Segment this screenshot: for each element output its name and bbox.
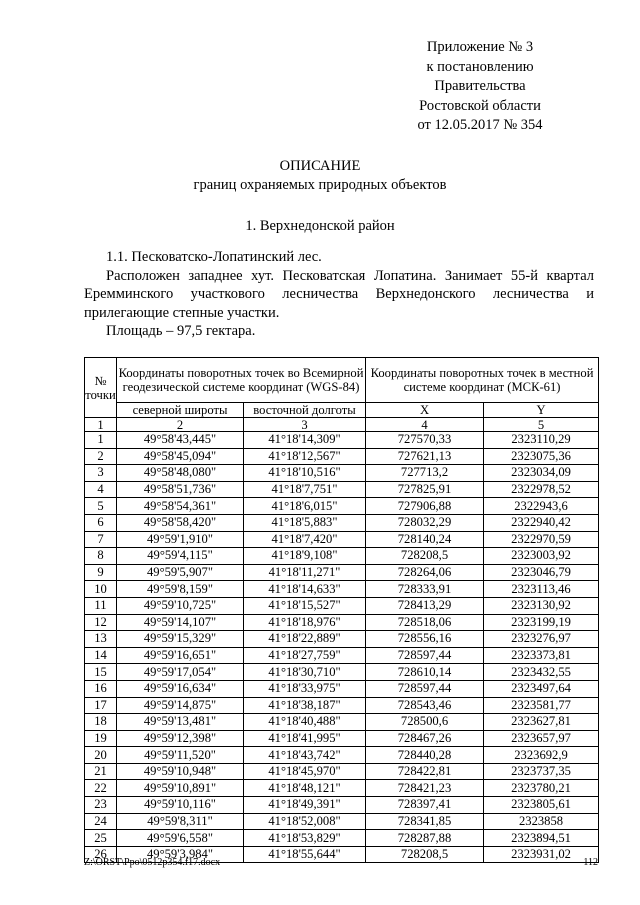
y-cell: 2323627,81 — [484, 714, 599, 731]
body-text — [84, 248, 594, 341]
point-number-cell: 26 — [85, 846, 117, 863]
x-cell: 728556,16 — [366, 631, 484, 648]
location-line-1: Расположен западнее хут. Песковатская Лопатина. Занимает 55-й квартал — [106, 267, 594, 284]
x-cell: 728208,5 — [366, 846, 484, 863]
header-x: X — [366, 403, 484, 418]
y-cell: 2323581,77 — [484, 697, 599, 714]
table-row — [85, 465, 599, 482]
column-number: 2 — [117, 418, 244, 432]
longitude-cell: 41°18'10,516" — [244, 465, 366, 482]
longitude-cell: 41°18'33,975" — [244, 680, 366, 697]
y-cell: 2323894,51 — [484, 830, 599, 847]
table-row — [85, 631, 599, 648]
coordinates-table — [84, 357, 599, 863]
y-cell: 2323432,55 — [484, 664, 599, 681]
district-heading: 1. Верхнедонской район — [245, 218, 395, 234]
x-cell: 728264,06 — [366, 564, 484, 581]
area-text: Площадь – 97,5 гектара. — [106, 323, 256, 339]
latitude-cell: 49°59'8,311" — [117, 813, 244, 830]
longitude-cell: 41°18'5,883" — [244, 514, 366, 531]
table-row — [85, 614, 599, 631]
longitude-cell: 41°18'7,420" — [244, 531, 366, 548]
point-number-cell: 25 — [85, 830, 117, 847]
longitude-cell: 41°18'48,121" — [244, 780, 366, 797]
y-cell: 2323657,97 — [484, 730, 599, 747]
x-cell: 727621,13 — [366, 448, 484, 465]
point-number-cell: 20 — [85, 747, 117, 764]
latitude-cell: 49°59'10,725" — [117, 597, 244, 614]
point-number-cell: 10 — [85, 581, 117, 598]
longitude-cell: 41°18'22,889" — [244, 631, 366, 648]
latitude-cell: 49°59'5,907" — [117, 564, 244, 581]
latitude-cell: 49°59'16,651" — [117, 647, 244, 664]
longitude-cell: 41°18'18,976" — [244, 614, 366, 631]
latitude-cell: 49°59'10,948" — [117, 763, 244, 780]
x-cell: 728341,85 — [366, 813, 484, 830]
x-cell: 728543,46 — [366, 697, 484, 714]
x-cell: 728518,06 — [366, 614, 484, 631]
table-row — [85, 747, 599, 764]
y-cell: 2323130,92 — [484, 597, 599, 614]
column-number: 3 — [244, 418, 366, 432]
table-row — [85, 763, 599, 780]
x-cell: 728422,81 — [366, 763, 484, 780]
x-cell: 728208,5 — [366, 548, 484, 565]
x-cell: 728500,6 — [366, 714, 484, 731]
longitude-cell: 41°18'12,567" — [244, 448, 366, 465]
table-row — [85, 531, 599, 548]
table-row — [85, 597, 599, 614]
y-cell: 2323858 — [484, 813, 599, 830]
point-number-cell: 18 — [85, 714, 117, 731]
x-cell: 728597,44 — [366, 680, 484, 697]
table-row — [85, 647, 599, 664]
latitude-cell: 49°59'14,107" — [117, 614, 244, 631]
x-cell: 728032,29 — [366, 514, 484, 531]
y-cell: 2323780,21 — [484, 780, 599, 797]
table-row — [85, 564, 599, 581]
y-cell: 2323931,02 — [484, 846, 599, 863]
point-number-cell: 22 — [85, 780, 117, 797]
y-cell: 2323003,92 — [484, 548, 599, 565]
latitude-cell: 49°58'43,445" — [117, 432, 244, 449]
table-body — [85, 432, 599, 863]
header-latitude: северной широты — [117, 403, 244, 418]
x-cell: 728440,28 — [366, 747, 484, 764]
latitude-cell: 49°59'15,329" — [117, 631, 244, 648]
longitude-cell: 41°18'40,488" — [244, 714, 366, 731]
longitude-cell: 41°18'38,187" — [244, 697, 366, 714]
point-number-cell: 4 — [85, 481, 117, 498]
table-row — [85, 481, 599, 498]
x-cell: 727713,2 — [366, 465, 484, 482]
y-cell: 2323805,61 — [484, 797, 599, 814]
table-row — [85, 697, 599, 714]
latitude-cell: 49°59'1,910" — [117, 531, 244, 548]
table-row — [85, 680, 599, 697]
point-number-cell: 21 — [85, 763, 117, 780]
footer-file-path: Z:\ORST\Ppo\0512p354.f17.docx — [84, 857, 221, 868]
longitude-cell: 41°18'41,995" — [244, 730, 366, 747]
x-cell: 728397,41 — [366, 797, 484, 814]
longitude-cell: 41°18'14,309" — [244, 432, 366, 449]
title-line-2: границ охраняемых природных объектов — [193, 177, 447, 193]
y-cell: 2322970,59 — [484, 531, 599, 548]
x-cell: 727906,88 — [366, 498, 484, 515]
point-number-cell: 12 — [85, 614, 117, 631]
table-row — [85, 780, 599, 797]
point-number-cell: 7 — [85, 531, 117, 548]
point-number-cell: 2 — [85, 448, 117, 465]
appendix-line: к постановлению — [426, 58, 534, 75]
latitude-cell: 49°59'12,398" — [117, 730, 244, 747]
point-number-cell: 17 — [85, 697, 117, 714]
point-number-cell: 6 — [85, 514, 117, 531]
point-number-cell: 1 — [85, 432, 117, 449]
appendix-block — [395, 38, 565, 136]
longitude-cell: 41°18'52,008" — [244, 813, 366, 830]
y-cell: 2322978,52 — [484, 481, 599, 498]
point-number-cell: 3 — [85, 465, 117, 482]
point-number-cell: 16 — [85, 680, 117, 697]
x-cell: 728610,14 — [366, 664, 484, 681]
longitude-cell: 41°18'14,633" — [244, 581, 366, 598]
point-number-cell: 23 — [85, 797, 117, 814]
y-cell: 2322943,6 — [484, 498, 599, 515]
point-number-cell: 11 — [85, 597, 117, 614]
longitude-cell: 41°18'53,829" — [244, 830, 366, 847]
table-row — [85, 830, 599, 847]
latitude-cell: 49°59'11,520" — [117, 747, 244, 764]
y-cell: 2323075,36 — [484, 448, 599, 465]
x-cell: 728413,29 — [366, 597, 484, 614]
y-cell: 2323373,81 — [484, 647, 599, 664]
point-number-cell: 19 — [85, 730, 117, 747]
footer-page-number: 112 — [583, 857, 598, 868]
x-cell: 728140,24 — [366, 531, 484, 548]
y-cell: 2323046,79 — [484, 564, 599, 581]
x-cell: 727825,91 — [366, 481, 484, 498]
x-cell: 728467,26 — [366, 730, 484, 747]
header-point-number: № точки — [85, 358, 117, 418]
longitude-cell: 41°18'30,710" — [244, 664, 366, 681]
table-row — [85, 664, 599, 681]
table-row — [85, 514, 599, 531]
y-cell: 2323276,97 — [484, 631, 599, 648]
y-cell: 2323199,19 — [484, 614, 599, 631]
latitude-cell: 49°59'4,115" — [117, 548, 244, 565]
table-row — [85, 498, 599, 515]
y-cell: 2322940,42 — [484, 514, 599, 531]
y-cell: 2323737,35 — [484, 763, 599, 780]
header-longitude: восточной долготы — [244, 403, 366, 418]
longitude-cell: 41°18'15,527" — [244, 597, 366, 614]
latitude-cell: 49°59'8,159" — [117, 581, 244, 598]
point-number-cell: 5 — [85, 498, 117, 515]
latitude-cell: 49°59'10,891" — [117, 780, 244, 797]
title-line-1: ОПИСАНИЕ — [279, 158, 361, 174]
latitude-cell: 49°59'13,481" — [117, 714, 244, 731]
location-line-3: прилегающие степные участки. — [84, 304, 280, 321]
table-row — [85, 714, 599, 731]
section-heading: 1.1. Песковатско-Лопатинский лес. — [106, 249, 322, 265]
longitude-cell: 41°18'55,644" — [244, 846, 366, 863]
y-cell: 2323034,09 — [484, 465, 599, 482]
table-row — [85, 813, 599, 830]
latitude-cell: 49°58'58,420" — [117, 514, 244, 531]
latitude-cell: 49°59'14,875" — [117, 697, 244, 714]
header-y: Y — [484, 403, 599, 418]
x-cell: 727570,33 — [366, 432, 484, 449]
appendix-line: Ростовской области — [419, 97, 541, 114]
y-cell: 2323692,9 — [484, 747, 599, 764]
latitude-cell: 49°59'17,054" — [117, 664, 244, 681]
column-number: 1 — [85, 418, 117, 432]
header-wgs: Координаты поворотных точек во Всемирной геодезической системе координат (WGS-84) — [117, 358, 366, 403]
x-cell: 728421,23 — [366, 780, 484, 797]
longitude-cell: 41°18'11,271" — [244, 564, 366, 581]
appendix-line: Правительства — [434, 78, 526, 94]
table-row — [85, 432, 599, 449]
latitude-cell: 49°59'3,984" — [117, 846, 244, 863]
longitude-cell: 41°18'9,108" — [244, 548, 366, 565]
appendix-line: от 12.05.2017 № 354 — [417, 117, 543, 133]
column-number: 5 — [484, 418, 599, 432]
table-row — [85, 581, 599, 598]
longitude-cell: 41°18'7,751" — [244, 481, 366, 498]
table-row — [85, 797, 599, 814]
point-number-cell: 15 — [85, 664, 117, 681]
document-title — [0, 157, 640, 195]
latitude-cell: 49°58'54,361" — [117, 498, 244, 515]
table-row — [85, 548, 599, 565]
point-number-cell: 14 — [85, 647, 117, 664]
latitude-cell: 49°58'45,094" — [117, 448, 244, 465]
header-msk: Координаты поворотных точек в местной системе координат (МСК-61) — [366, 358, 599, 403]
appendix-line: Приложение № 3 — [426, 39, 534, 55]
x-cell: 728287,88 — [366, 830, 484, 847]
y-cell: 2323113,46 — [484, 581, 599, 598]
y-cell: 2323110,29 — [484, 432, 599, 449]
table-row — [85, 448, 599, 465]
longitude-cell: 41°18'45,970" — [244, 763, 366, 780]
longitude-cell: 41°18'43,742" — [244, 747, 366, 764]
latitude-cell: 49°58'48,080" — [117, 465, 244, 482]
x-cell: 728597,44 — [366, 647, 484, 664]
column-number-row — [85, 418, 599, 432]
longitude-cell: 41°18'49,391" — [244, 797, 366, 814]
x-cell: 728333,91 — [366, 581, 484, 598]
latitude-cell: 49°59'10,116" — [117, 797, 244, 814]
latitude-cell: 49°59'6,558" — [117, 830, 244, 847]
point-number-cell: 9 — [85, 564, 117, 581]
point-number-cell: 13 — [85, 631, 117, 648]
latitude-cell: 49°59'16,634" — [117, 680, 244, 697]
table-row — [85, 730, 599, 747]
column-number: 4 — [366, 418, 484, 432]
point-number-cell: 8 — [85, 548, 117, 565]
point-number-cell: 24 — [85, 813, 117, 830]
longitude-cell: 41°18'6,015" — [244, 498, 366, 515]
y-cell: 2323497,64 — [484, 680, 599, 697]
latitude-cell: 49°58'51,736" — [117, 481, 244, 498]
longitude-cell: 41°18'27,759" — [244, 647, 366, 664]
location-line-2: Еремминского участкового лесничества Верхнедонского лесничества и — [84, 286, 594, 302]
